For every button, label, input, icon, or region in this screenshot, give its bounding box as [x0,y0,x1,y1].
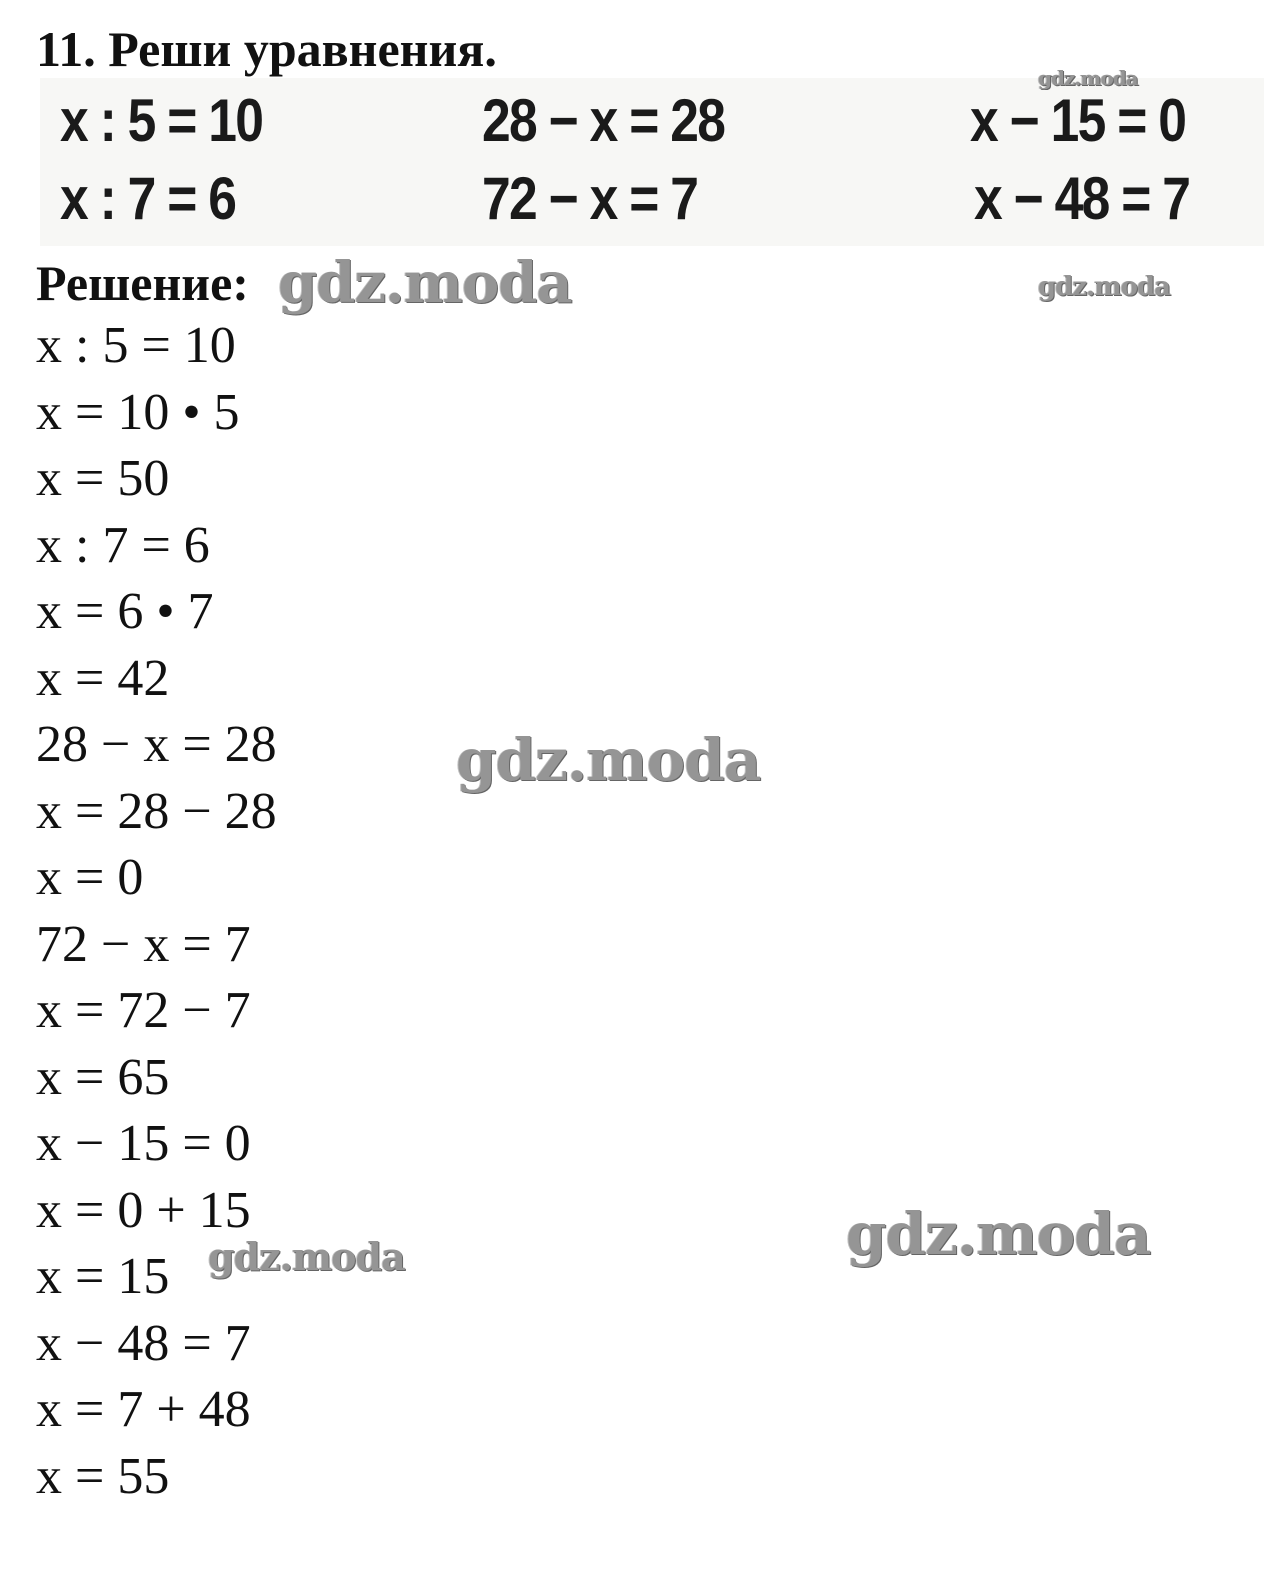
task-title: 11. Реши уравнения. [36,21,497,77]
solution-step: x = 28 − 28 [36,782,277,840]
solution-step: x = 15 [36,1248,170,1305]
equation: x − 15 = 0 [970,87,1186,154]
solution-step: x : 5 = 10 [36,317,236,374]
solution-step: x = 72 − 7 [36,982,251,1039]
solution-step: x = 0 [36,849,144,906]
watermark: gdz.moda [208,1234,405,1279]
solution-step: x − 48 = 7 [36,1314,251,1372]
solution-step: x = 7 + 48 [36,1381,251,1438]
solution-step: x : 7 = 6 [36,516,210,574]
watermark: gdz.moda [1038,66,1138,90]
watermark: gdz.moda [846,1200,1151,1268]
solution-step: 28 − x = 28 [36,716,277,773]
solution-step: x = 10 • 5 [36,383,240,441]
equation: x : 5 = 10 [60,87,263,154]
equation: 72 − x = 7 [482,165,698,232]
solution-step: x = 55 [36,1447,170,1505]
watermark: gdz.moda [456,726,761,794]
watermark: gdz.moda [1038,272,1171,302]
solution-step: x − 15 = 0 [36,1115,251,1172]
solution-step: 72 − x = 7 [36,915,251,973]
equation: x : 7 = 6 [60,165,236,232]
solution-step: x = 42 [36,649,170,707]
solution-step: x = 50 [36,450,170,507]
watermark: gdz.moda [278,250,572,316]
solution-step: x = 6 • 7 [36,583,214,640]
equation: 28 − x = 28 [482,87,725,154]
equations-panel [40,78,1264,246]
solution-label: Решение: [36,255,249,311]
solution-step: x = 65 [36,1048,170,1106]
equation: x − 48 = 7 [974,165,1190,232]
solution-step: x = 0 + 15 [36,1181,251,1239]
solution-steps [36,313,277,1510]
